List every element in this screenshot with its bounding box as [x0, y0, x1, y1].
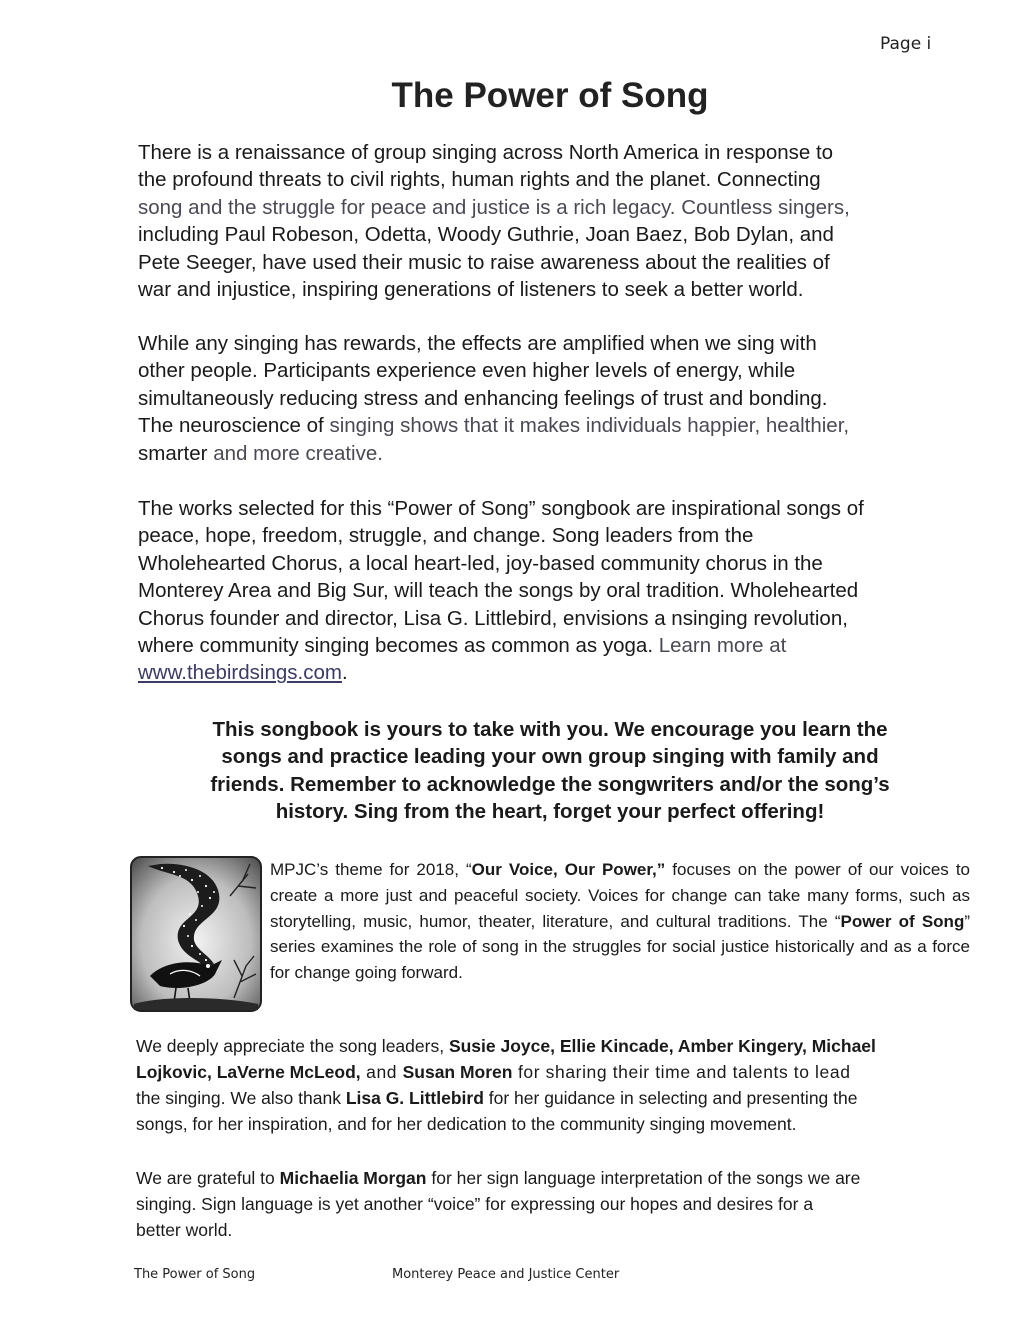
- website-link[interactable]: www.thebirdsings.com: [138, 661, 342, 685]
- text-line: Pete Seeger, have used their music to raise awareness about the realities of: [138, 250, 830, 274]
- bird-eye: [206, 964, 210, 968]
- text-line: We are grateful to: [136, 1168, 280, 1188]
- text-line: The works selected for this “Power of Song” songbook are inspirational songs of: [138, 497, 864, 520]
- footer-organization: Monterey Peace and Justice Center: [392, 1267, 620, 1282]
- leader-names: Lojkovic, LaVerne McLeod,: [136, 1062, 361, 1082]
- text-line: other people. Participants experience even higher levels of energy, while: [138, 359, 796, 383]
- text-line: Wholehearted Chorus, a local heart-led, joy-based community chorus in the: [138, 551, 823, 575]
- mpjc-theme-paragraph: [270, 857, 970, 986]
- text-line: song and the struggle for peace and justice is a rich legacy. Countless singers,: [138, 195, 850, 219]
- page-title: The Power of Song: [391, 76, 709, 115]
- text-line: MPJC’s theme for 2018, “: [270, 860, 472, 879]
- leader-names: Susan Moren: [402, 1062, 513, 1082]
- text-line: friends. Remember to acknowledge the songwriters and/or the song’s: [210, 772, 890, 796]
- text-line: Chorus founder and director, Lisa G. Littlebird, envisions a nsinging revolution,: [138, 606, 848, 630]
- text-line: singing. Sign language is yet another “voice” for expressing our hopes and desires for a: [136, 1194, 814, 1214]
- songbook-paragraph: [138, 495, 978, 687]
- text-line: peace, hope, freedom, struggle, and change. Song leaders from the: [138, 524, 754, 548]
- interpreter-name: Michaelia Morgan: [279, 1168, 427, 1188]
- text-line: songs, for her inspiration, and for her dedication to the community singing movement.: [136, 1114, 797, 1134]
- text-line: .: [341, 661, 348, 685]
- leader-names: Susie Joyce, Ellie Kincade, Amber Kingery, Michael: [448, 1036, 876, 1056]
- text-line: better world.: [136, 1220, 233, 1240]
- text-line: This songbook is yours to take with you. We encourage you learn the: [212, 718, 888, 741]
- director-name: Lisa G. Littlebird: [345, 1088, 484, 1108]
- series-name: Power of Song: [840, 911, 965, 931]
- text-line: Monterey Area and Big Sur, will teach the songs by oral tradition. Wholehearted: [138, 579, 859, 603]
- text-line: and more creative.: [213, 441, 383, 465]
- text-line: ” series examines the role of song in the struggles for social justice historically and as a force for change going forward.: [270, 911, 971, 983]
- bird-artwork: [130, 856, 262, 1012]
- text-line: the profound threats to civil rights, human rights and the planet. Connecting: [138, 168, 821, 192]
- text-line: for sharing their time and talents to lead: [512, 1062, 851, 1082]
- text-line: singing shows that it makes individuals happier, healthier,: [329, 414, 850, 438]
- text-line: We deeply appreciate the song leaders,: [136, 1036, 449, 1056]
- song-leaders-thanks: [136, 1033, 976, 1137]
- text-line: songs and practice leading your own group singing with family and: [221, 745, 879, 769]
- text-line: war and injustice, inspiring generations of listeners to seek a better world.: [138, 278, 804, 302]
- theme-name: Our Voice, Our Power,”: [471, 860, 666, 879]
- text-line: for her guidance in selecting and presenting the: [483, 1088, 858, 1108]
- text-line: history. Sing from the heart, forget your perfect offering!: [275, 800, 825, 824]
- text-line: and: [360, 1062, 403, 1082]
- text-line: The neuroscience of: [138, 414, 330, 438]
- text-line: for her sign language interpretation of the songs we are: [426, 1168, 861, 1188]
- page-number: Page i: [880, 34, 932, 54]
- text-line: the singing. We also thank: [136, 1088, 346, 1108]
- callout-block: [140, 716, 960, 826]
- text-line: While any singing has rewards, the effects are amplified when we sing with: [138, 332, 817, 355]
- interpreter-thanks: [136, 1165, 976, 1243]
- text-line: smarter: [138, 441, 214, 465]
- singing-benefits-paragraph: [138, 330, 978, 467]
- text-line: focuses on the power of our voices to create a more just and peaceful society. Voices for change can take many forms, such as storytelling, music, humor, theater, literature, and cultural traditions. The “: [270, 860, 971, 931]
- text-line: including Paul Robeson, Odetta, Woody Guthrie, Joan Baez, Bob Dylan, and: [138, 223, 834, 247]
- text-line: where community singing becomes as common as yoga.: [138, 634, 659, 658]
- text-line: simultaneously reducing stress and enhancing feelings of trust and bonding.: [138, 386, 828, 410]
- text-line: There is a renaissance of group singing across North America in response to: [138, 141, 834, 164]
- intro-paragraph: [138, 139, 978, 303]
- footer-title: The Power of Song: [134, 1267, 256, 1282]
- text-line: Learn more at: [658, 634, 787, 658]
